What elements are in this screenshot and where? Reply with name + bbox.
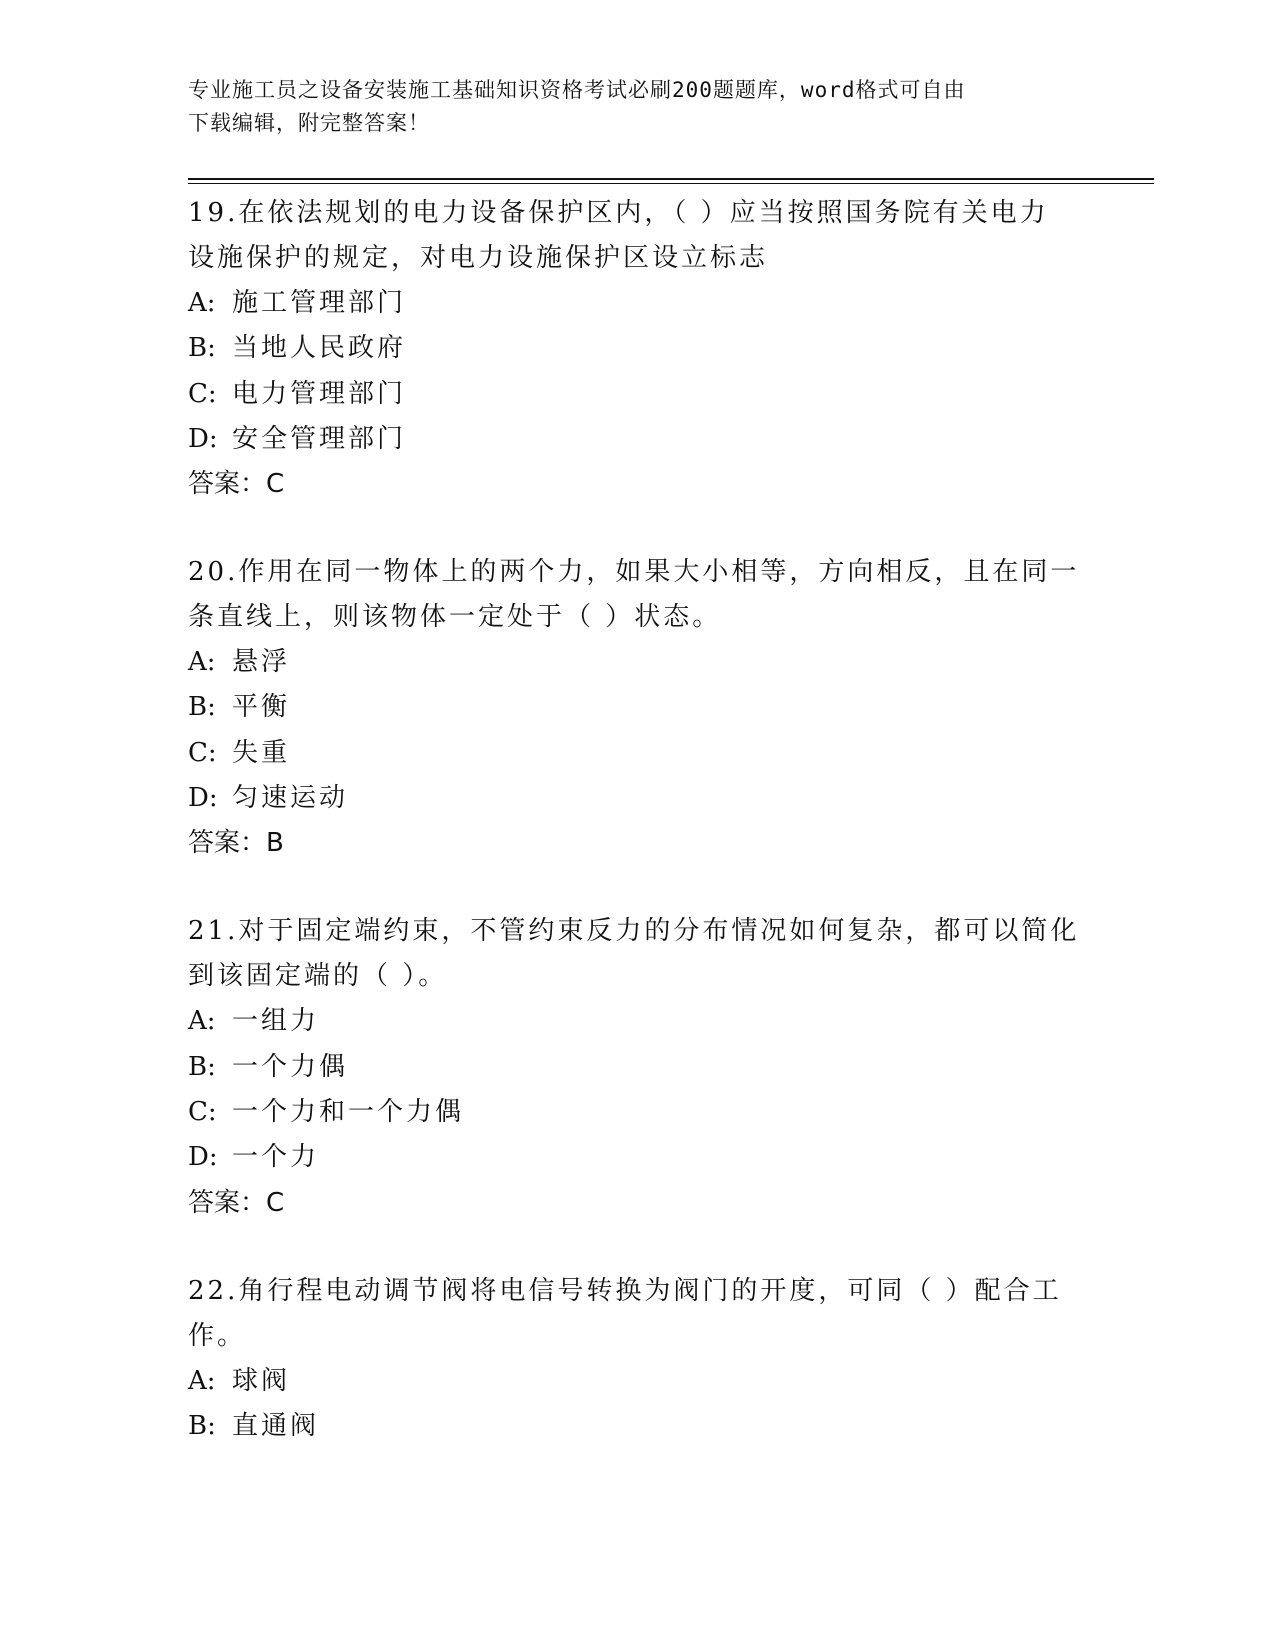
option-key: B: — [188, 1410, 216, 1441]
question-20 — [188, 550, 1088, 866]
question-22 — [188, 1269, 1088, 1450]
option-key: A: — [188, 1365, 216, 1396]
question-stem-line: 20.作用在同一物体上的两个力，如果大小相等，方向相反，且在同一 — [188, 557, 1080, 588]
question-stem-line: 到该固定端的（ ）。 — [188, 961, 448, 992]
document-header — [188, 74, 1088, 140]
option-key: B: — [188, 692, 216, 723]
option-b — [188, 685, 1088, 730]
answer-line: 答案：C — [188, 1187, 285, 1218]
option-text: 失重 — [232, 737, 291, 768]
answer-line: 答案：C — [188, 469, 285, 500]
option-d — [188, 417, 1088, 462]
option-text: 一个力偶 — [232, 1051, 349, 1082]
option-c — [188, 1090, 1088, 1135]
answer-line: 答案：B — [188, 828, 284, 859]
option-a — [188, 640, 1088, 685]
question-stem — [188, 1269, 1088, 1359]
option-key: A: — [188, 288, 216, 318]
option-c — [188, 372, 1088, 417]
option-text: 匀速运动 — [232, 783, 349, 814]
option-text: 电力管理部门 — [232, 378, 407, 409]
option-key: D: — [188, 783, 218, 814]
option-text: 当地人民政府 — [232, 333, 407, 364]
question-stem-line: 设施保护的规定，对电力设施保护区设立标志 — [188, 243, 769, 273]
header-line-1: 专业施工员之设备安装施工基础知识资格考试必刷200题题库，word格式可自由 — [188, 78, 966, 102]
option-b — [188, 1404, 1088, 1449]
header-divider-thick — [188, 178, 1154, 180]
option-key: D: — [188, 423, 218, 454]
option-c — [188, 731, 1088, 776]
option-text: 一个力和一个力偶 — [232, 1096, 465, 1127]
option-text: 直通阀 — [232, 1410, 320, 1441]
header-divider-thin — [188, 183, 1154, 184]
question-stem — [188, 550, 1088, 640]
question-list — [188, 191, 1088, 1492]
question-stem-line: 21.对于固定端约束，不管约束反力的分布情况如何复杂，都可以简化 — [188, 916, 1080, 947]
question-19 — [188, 191, 1088, 507]
header-line-2: 下载编辑，附完整答案！ — [188, 111, 430, 135]
question-stem — [188, 191, 1088, 281]
option-key: B: — [188, 1051, 216, 1082]
option-text: 一个力 — [232, 1142, 320, 1173]
option-key: A: — [188, 647, 216, 678]
option-b — [188, 1045, 1088, 1090]
option-a — [188, 999, 1088, 1044]
question-stem-line: 作。 — [188, 1320, 247, 1351]
option-d — [188, 776, 1088, 821]
option-text: 安全管理部门 — [232, 423, 407, 454]
option-text: 平衡 — [232, 692, 291, 723]
question-stem — [188, 909, 1088, 999]
option-text: 一组力 — [232, 1006, 320, 1037]
option-key: D: — [188, 1142, 218, 1173]
option-a — [188, 1359, 1088, 1404]
question-stem-line: 19.在依法规划的电力设备保护区内，（ ）应当按照国务院有关电力 — [188, 198, 1049, 228]
question-21 — [188, 909, 1088, 1225]
option-key: C: — [188, 378, 217, 409]
option-b — [188, 326, 1088, 371]
option-text: 球阀 — [232, 1365, 291, 1396]
option-key: B: — [188, 333, 216, 364]
option-text: 施工管理部门 — [232, 288, 407, 318]
option-key: A: — [188, 1006, 216, 1037]
option-key: C: — [188, 737, 217, 768]
question-stem-line: 22.角行程电动调节阀将电信号转换为阀门的开度，可同（ ）配合工 — [188, 1275, 1062, 1306]
question-stem-line: 条直线上，则该物体一定处于（ ）状态。 — [188, 602, 722, 633]
option-d — [188, 1135, 1088, 1180]
option-text: 悬浮 — [232, 647, 291, 678]
option-a — [188, 281, 1088, 326]
option-key: C: — [188, 1096, 217, 1127]
